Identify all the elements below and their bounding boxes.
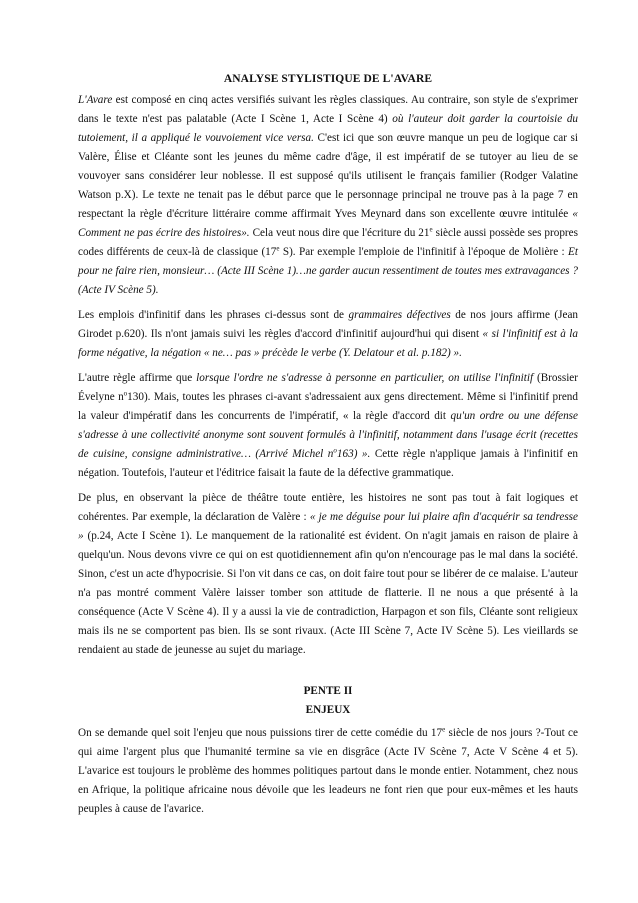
paragraph-intro: [78, 91, 578, 300]
text-run: On se demande quel soit l'enjeu que nous puissions tirer de cette comédie du 17: [78, 727, 443, 739]
text-run: Cette règle n'applique jamais à l'infinitif en négation. Toutefois, l'auteur et l'éditrice faisait la faute de la défective grammatique.: [78, 448, 578, 479]
italic-text: Et pour ne faire rien, monsieur… (Acte III Scène 1)…ne garder aucun ressentiment de toutes mes extravagances ? (Acte IV Scène 5).: [78, 246, 578, 296]
superscript-text: e: [429, 225, 433, 234]
text-run: de nos jours affirme (Jean Girodet p.620). Ils n'ont jamais suivi les règles d'accord d'infinitif aujourd'hui qui disent: [78, 309, 578, 340]
superscript-text: o: [123, 389, 128, 398]
text-run: C'est ici que son œuvre manque un peu de logique car si Valère, Élise et Cléante sont les jeunes du même cadre d'âge, il est impératif de se tutoyer au lieu de se vouvoyer sans considérer leur noblesse. Il est supposé qu'ils utilisent le français familier (Rodger Valatine Watson p.X). Le texte ne tenait pas le début parce que le personnage principal ne trouve pas à la page 7 en respectant la règle d'écriture littéraire comme affirmait Yves Meynard dans son excellente œuvre intitulée: [78, 132, 579, 220]
italic-text: qu'un ordre ou une défense s'adresse à une collectivité anonyme sont souvent formulés à l'infinitif, notamment dans l'usage écrit (recettes de cuisine, consigne administrative… (Arrivé Michel n: [78, 410, 579, 460]
paragraph-coherence: [78, 489, 578, 660]
section-heading-pente: PENTE II: [303, 685, 353, 697]
text-run: De plus, en observant la pièce de théâtre toute entière, les histoires ne sont pas tout à fait logiques et cohérentes. Par exemple, la déclaration de Valère :: [78, 492, 578, 523]
paragraph-enjeux: [78, 724, 578, 819]
italic-text: grammaires défectives: [348, 309, 451, 321]
italic-text: « Comment ne pas écrire des histoires».: [78, 208, 578, 239]
text-run: siècle de nos jours ?-Tout ce qui aime l'argent plus que l'humanité termine sa vie en disgrâce (Acte IV Scène 7, Acte V Scène 4 et 5). L'avarice est toujours le problème des hommes politiques partout dans le monde entier. Notamment, chez nous en Afrique, la politique africaine nous dévoile que les leadeurs ne font rien que pour eux-mêmes et les hauts peuples à cause de l'avarice.: [78, 727, 578, 815]
section-heading-enjeux: ENJEUX: [305, 704, 351, 716]
text-run: siècle aussi possède ses propres codes différents de ceux-là de classique (17: [78, 227, 578, 258]
text-run: S). Par exemple l'emploie de l'infinitif à l'époque de Molière :: [279, 246, 569, 258]
text-run: est composé en cinq actes versifiés suivant les règles classiques. Au contraire, son style de s'exprimer dans le texte n'est pas palatable (Acte I Scène 1, Acte I Scène 4): [78, 94, 578, 125]
text-run: 130). Mais, toutes les phrases ci-avant s'adressaient aux gens directement. Même si l'infinitif prend la valeur d'impératif dans les concurrents de l'impératif, « la règle d'accord dit: [78, 391, 578, 422]
italic-text: L'Avare: [78, 94, 113, 106]
text-run: (Brossier Évelyne n: [78, 372, 578, 403]
paragraph-order-rule: [78, 369, 578, 483]
paragraph-infinitive: [78, 306, 578, 363]
text-run: L'autre règle affirme que: [78, 372, 197, 384]
text-run: Cela veut nous dire que l'écriture du 21: [249, 227, 430, 239]
document-title: ANALYSE STYLISTIQUE DE L'AVARE: [223, 73, 433, 85]
superscript-text: e: [276, 244, 280, 253]
text-run: (p.24, Acte I Scène 1). Le manquement de la rationalité est évident. On n'agit jamais en raison de plaire à quelqu'un. Nous devons vivre ce qui on est quotidiennement afin qu'on n'encourage pas le mal dans la société. Sinon, c'est un acte d'hypocrisie. Si l'on vit dans ce cas, on doit faire tout pour se libérer de ce malaise. L'auteur n'a pas montré comment Valère laisser tomber son attitude de flatterie. Il ne nous a que présenté à la conséquence (Acte V Scène 4). Il y a aussi la vie de contradiction, Harpagon et son fils, Cléante sont religieux mais ils ne se comportent pas bien. Ils se sont rivaux. (Acte III Scène 7, Acte IV Scène 5). Les vieillards se rendaient au stade de jeunesse au sujet du mariage.: [78, 530, 578, 656]
superscript-text: e: [442, 725, 446, 734]
superscript-text: o: [333, 446, 337, 455]
italic-text: où l'auteur doit garder la courtoisie du tutoiement, il a appliqué le vouvoiement vice versa.: [78, 113, 579, 144]
spacer: [78, 666, 578, 682]
italic-text: « je me déguise pour lui plaire afin d'acquérir sa tendresse »: [78, 511, 578, 542]
italic-text: « si l'infinitif est à la forme négative, la négation « ne… pas » précède le verbe (Y. Delatour et al. p.182) ».: [78, 328, 578, 359]
italic-text: lorsque l'ordre ne s'adresse à personne en particulier, on utilise l'infinitif: [196, 372, 534, 384]
text-run: Les emplois d'infinitif dans les phrases ci-dessus sont de: [78, 309, 349, 321]
italic-text: 163) ».: [336, 448, 371, 460]
